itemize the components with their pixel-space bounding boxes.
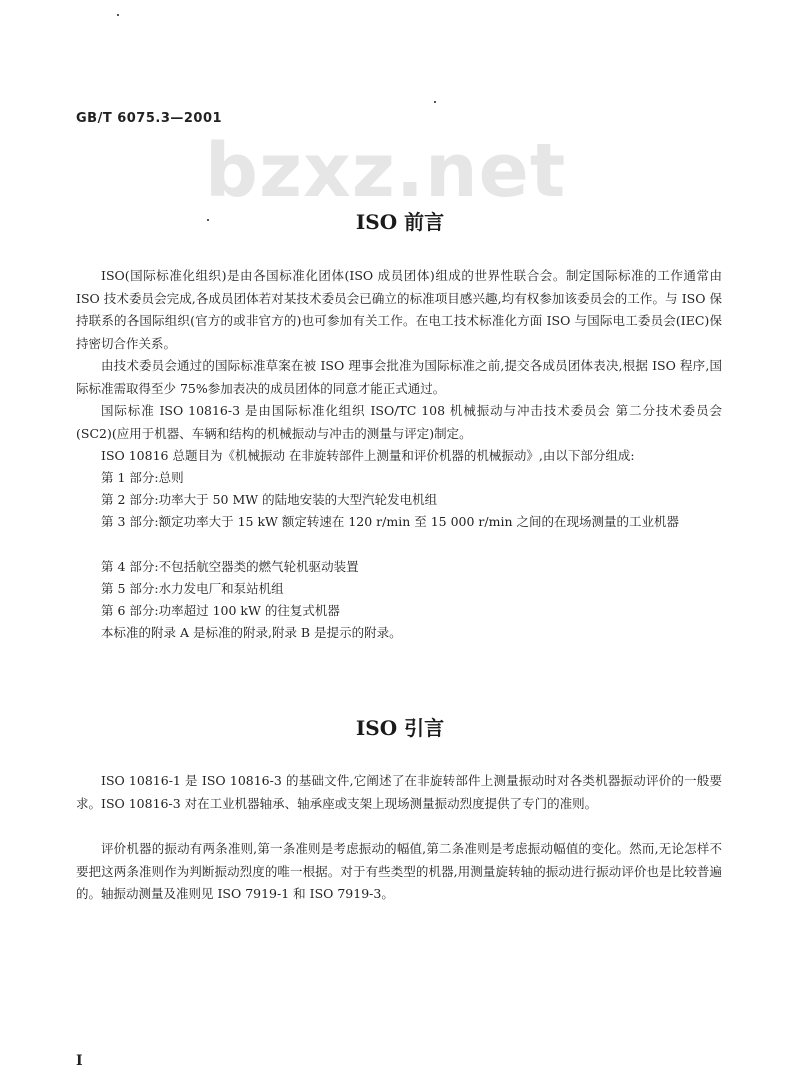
introduction-paragraph-2: 评价机器的振动有两条准则,第一条准则是考虑振动的幅值,第二条准则是考虑振动幅值的变化。然而,无论怎样不要把这两条准则作为判断振动烈度的唯一根据。对于有些类型的机器,用测量旋转轴的振动进行振动评价也是比较普遍的。轴振动测量及准则见 ISO 7919-1 和 ISO 7919-3。 bbox=[76, 841, 722, 901]
foreword-part-1: 第 1 部分:总则 bbox=[101, 470, 184, 485]
scan-speck bbox=[434, 101, 436, 103]
foreword-part-6: 第 6 部分:功率超过 100 kW 的往复式机器 bbox=[101, 603, 340, 618]
foreword-paragraph-3: 国际标准 ISO 10816-3 是由国际标准化组织 ISO/TC 108 机械振动与冲击技术委员会 第二分技术委员会(SC2)(应用于机器、车辆和结构的机械振动与冲击的测量与评定)制定。 bbox=[76, 403, 722, 441]
foreword-paragraph-1: ISO(国际标准化组织)是由各国标准化团体(ISO 成员团体)组成的世界性联合会。制定国际标准的工作通常由 ISO 技术委员会完成,各成员团体若对某技术委员会已确立的标准项目感兴趣,均有权参加该委员会的工作。与 ISO 保持联系的各国际组织(官方的或非官方的)也可参加有关工作。在电工技术标准化方面 ISO 与国际电工委员会(IEC)保持密切合作关系。 bbox=[76, 268, 722, 351]
foreword-part-5: 第 5 部分:水力发电厂和泵站机组 bbox=[101, 581, 284, 596]
foreword-part-2: 第 2 部分:功率大于 50 MW 的陆地安装的大型汽轮发电机组 bbox=[101, 492, 438, 507]
scan-speck bbox=[117, 14, 119, 16]
foreword-part-3: 第 3 部分:额定功率大于 15 kW 额定转速在 120 r/min 至 15 000 r/min 之间的在现场测量的工业机器 bbox=[101, 514, 679, 529]
foreword-paragraph-4: ISO 10816 总题目为《机械振动 在非旋转部件上测量和评价机器的机械振动》,由以下部分组成: bbox=[101, 448, 635, 463]
foreword-title: ISO 前言 bbox=[355, 210, 445, 234]
foreword-part-4: 第 4 部分:不包括航空器类的燃气轮机驱动装置 bbox=[101, 559, 359, 574]
introduction-paragraph-1: ISO 10816-1 是 ISO 10816-3 的基础文件,它阐述了在非旋转部件上测量振动时对各类机器振动评价的一般要求。ISO 10816-3 对在工业机器轴承、轴承座或支架上现场测量振动烈度提供了专门的准则。 bbox=[76, 773, 722, 811]
introduction-title: ISO 引言 bbox=[355, 716, 445, 740]
page-number: I bbox=[76, 1053, 83, 1069]
standard-code: GB/T 6075.3—2001 bbox=[76, 111, 223, 126]
foreword-annex-note: 本标准的附录 A 是标准的附录,附录 B 是提示的附录。 bbox=[101, 625, 402, 640]
watermark: bzxz.net bbox=[205, 128, 567, 214]
foreword-paragraph-2: 由技术委员会通过的国际标准草案在被 ISO 理事会批准为国际标准之前,提交各成员团体表决,根据 ISO 程序,国际标准需取得至少 75%参加表决的成员团体的同意才能正式通过。 bbox=[76, 358, 722, 396]
